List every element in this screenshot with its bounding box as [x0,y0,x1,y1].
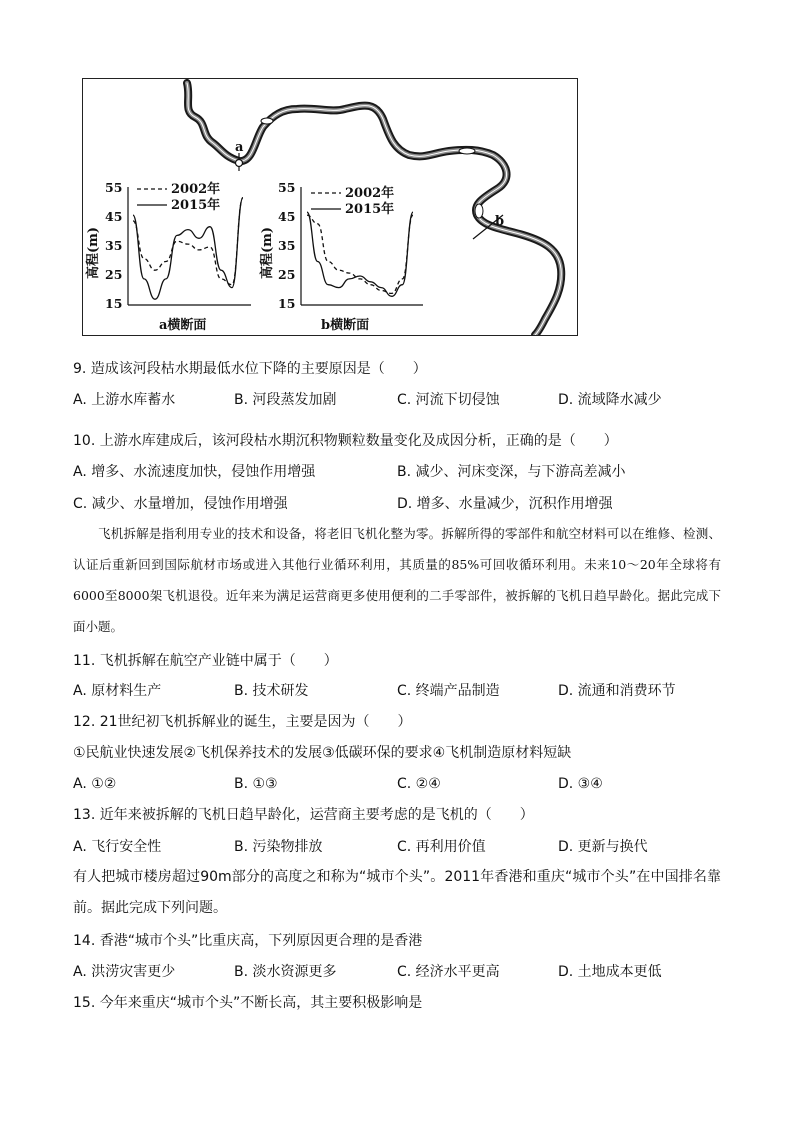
question-12-option-b: B. ①③ [234,776,278,792]
passage-city-height: 有人把城市楼房超过90m部分的高度之和称为“城市个头”。2011年香港和重庆“城市个头”在中国排名靠前。据此完成下列问题。 [73,869,721,916]
ytick: 45 [278,209,296,224]
series-line-2015年 [307,212,413,296]
chart-a-legend-2002: 2002年 [171,182,221,197]
question-9-stem: 9. 造成该河段枯水期最低水位下降的主要原因是（ ） [73,361,427,377]
chart-b [259,180,423,333]
ytick: 25 [278,267,296,282]
point-b-label: b [495,214,505,229]
chart-b-caption: b横断面 [321,318,370,333]
question-15-stem: 15. 今年来重庆“城市个头”不断长高，其主要积极影响是 [73,995,423,1011]
series-line-2002年 [307,215,413,293]
question-11-option-b: B. 技术研发 [234,683,309,699]
chart-a [85,180,251,333]
chart-b-ylabel: 高程(m) [260,226,275,279]
question-13-option-d: D. 更新与换代 [558,839,648,855]
ytick: 15 [278,296,296,311]
question-9-option-c: C. 河流下切侵蚀 [397,392,500,408]
ytick: 35 [105,238,123,253]
question-13-option-a: A. 飞行安全性 [73,839,162,855]
question-14-option-d: D. 土地成本更低 [558,964,662,980]
question-14-option-c: C. 经济水平更高 [397,964,500,980]
question-14-option-b: B. 淡水资源更多 [234,964,337,980]
question-9-option-b: B. 河段蒸发加剧 [234,392,337,408]
question-13-option-b: B. 污染物排放 [234,839,323,855]
point-a-label: a [235,140,244,155]
chart-a-ylabel: 高程(m) [86,226,101,279]
question-10-option-c: C. 减少、水量增加，侵蚀作用增强 [73,496,288,512]
question-14-stem: 14. 香港“城市个头”比重庆高，下列原因更合理的是香港 [73,933,423,949]
question-11-stem: 11. 飞机拆解在航空产业链中属于（ ） [73,653,338,669]
question-11-option-a: A. 原材料生产 [73,683,162,699]
river-island [261,118,273,124]
river-island [475,204,483,218]
question-12-option-a: A. ①② [73,776,117,792]
question-10-stem: 10. 上游水库建成后，该河段枯水期沉积物颗粒数量变化及成因分析，正确的是（ ） [73,433,618,449]
chart-b-legend-2002: 2002年 [345,186,395,201]
ytick: 55 [105,180,123,195]
ytick: 55 [278,180,296,195]
question-12-option-c: C. ②④ [397,776,441,792]
chart-b-legend-2015: 2015年 [345,202,395,217]
question-9-option-d: D. 流域降水减少 [558,392,662,408]
question-12-option-d: D. ③④ [558,776,603,792]
ytick: 35 [278,238,296,253]
question-10-option-b: B. 减少、河床变深，与下游高差减小 [397,464,626,480]
question-11-option-c: C. 终端产品制造 [397,683,500,699]
chart-a-legend-2015: 2015年 [171,198,221,213]
question-10-option-d: D. 增多、水量减少，沉积作用增强 [397,496,613,512]
ytick: 45 [105,209,123,224]
question-13-stem: 13. 近年来被拆解的飞机日趋早龄化，运营商主要考虑的是飞机的（ ） [73,807,534,823]
chart-a-caption: a横断面 [159,318,207,333]
passage-aircraft-dismantling: 飞机拆解是指利用专业的技术和设备，将老旧飞机化整为零。拆解所得的零部件和航空材料可以在维修、检测、认证后重新回到国际航材市场或进入其他行业循环利用，其质量的85%可回收循环利用。未来10～20年全球将有6000至8000架飞机退役。近年来为满足运营商更多使用便利的二手零部件，被拆解的飞机日趋早龄化。据此完成下面小题。 [73,526,721,634]
river-map [83,79,577,335]
river-island [459,148,475,154]
question-10-option-a: A. 增多、水流速度加快，侵蚀作用增强 [73,464,316,480]
question-14-option-a: A. 洪涝灾害更少 [73,964,176,980]
question-9-option-a: A. 上游水库蓄水 [73,392,176,408]
ytick: 15 [105,296,123,311]
question-12-statements: ①民航业快速发展②飞机保养技术的发展③低碳环保的要求④飞机制造原材料短缺 [73,745,572,761]
question-13-option-c: C. 再利用价值 [397,839,486,855]
river-figure [82,78,578,336]
question-11-option-d: D. 流通和消费环节 [558,683,676,699]
ytick: 25 [105,267,123,282]
question-12-stem: 12. 21世纪初飞机拆解业的诞生，主要是因为（ ） [73,714,412,730]
